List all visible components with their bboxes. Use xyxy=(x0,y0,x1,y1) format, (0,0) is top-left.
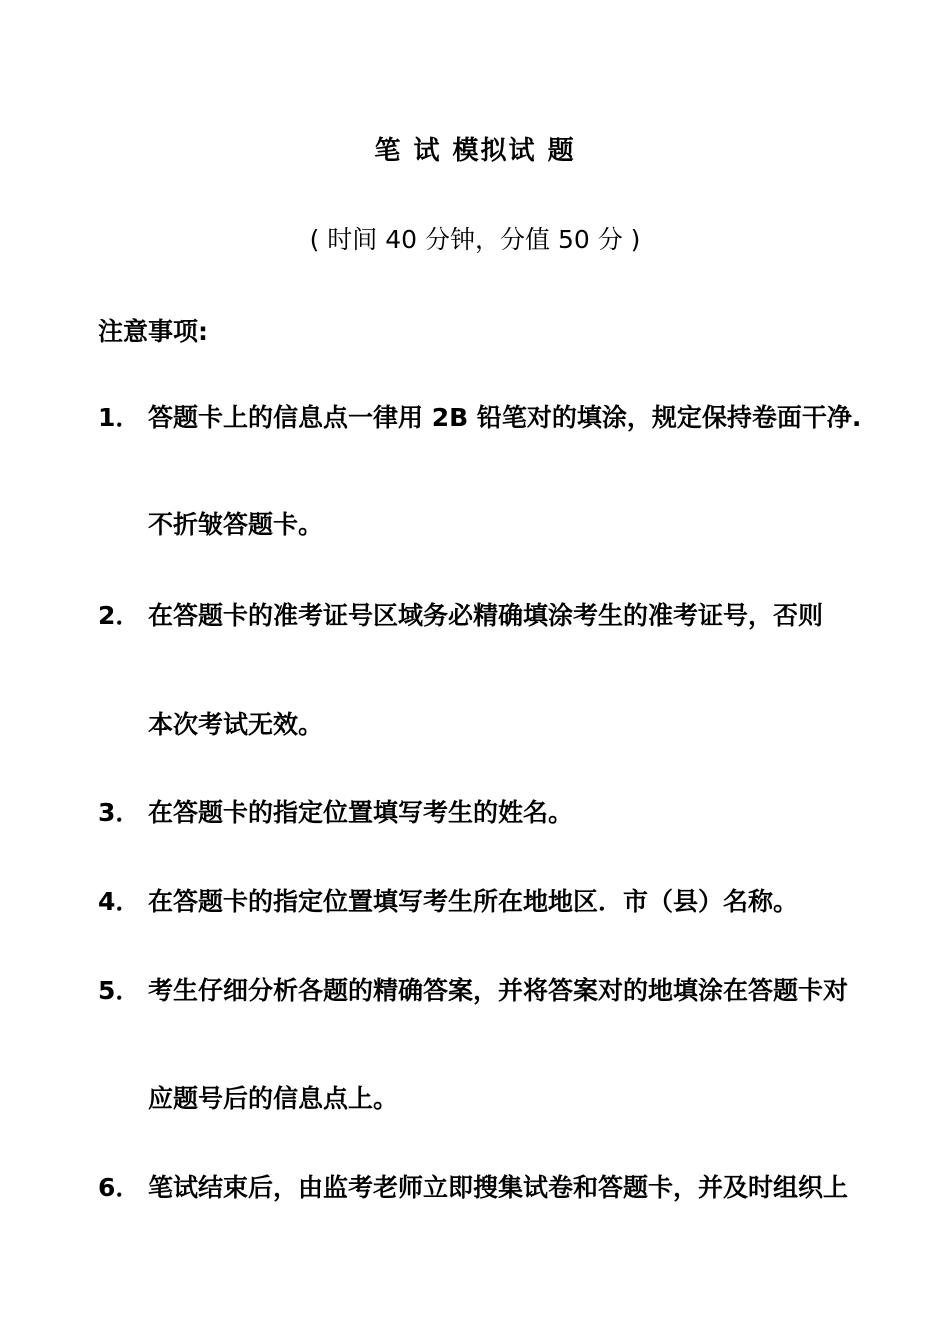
item-text-line: 本次考试无效。 xyxy=(148,710,324,739)
item-text-line: 考生仔细分析各题的精确答案，并将答案对的地填涂在答题卡对 xyxy=(148,976,849,1005)
item-number: 2． xyxy=(98,601,141,630)
item-text-line: 笔试结束后，由监考老师立即搜集试卷和答题卡，并及时组织上 xyxy=(148,1173,849,1202)
page-title: 笔 试 模拟试 题 xyxy=(374,136,576,166)
item-number: 1． xyxy=(98,403,141,432)
item-number: 5． xyxy=(98,976,141,1005)
item-text-line: 在答题卡的指定位置填写考生的姓名。 xyxy=(148,798,574,827)
item-number: 6． xyxy=(98,1173,141,1202)
item-number: 3． xyxy=(98,798,141,827)
item-text-line: 答题卡上的信息点一律用 2B 铅笔对的填涂，规定保持卷面干净. xyxy=(148,403,862,432)
item-number: 4． xyxy=(98,887,141,916)
page-subtitle: ( 时间 40 分钟，分值 50 分 ) xyxy=(309,225,641,254)
item-text-line: 在答题卡的指定位置填写考生所在地地区．市（县）名称。 xyxy=(148,887,799,916)
notes-heading: 注意事项: xyxy=(98,317,208,346)
item-text-line: 应题号后的信息点上。 xyxy=(148,1084,399,1113)
item-text-line: 不折皱答题卡。 xyxy=(148,510,324,539)
item-text-line: 在答题卡的准考证号区域务必精确填涂考生的准考证号，否则 xyxy=(148,601,824,630)
